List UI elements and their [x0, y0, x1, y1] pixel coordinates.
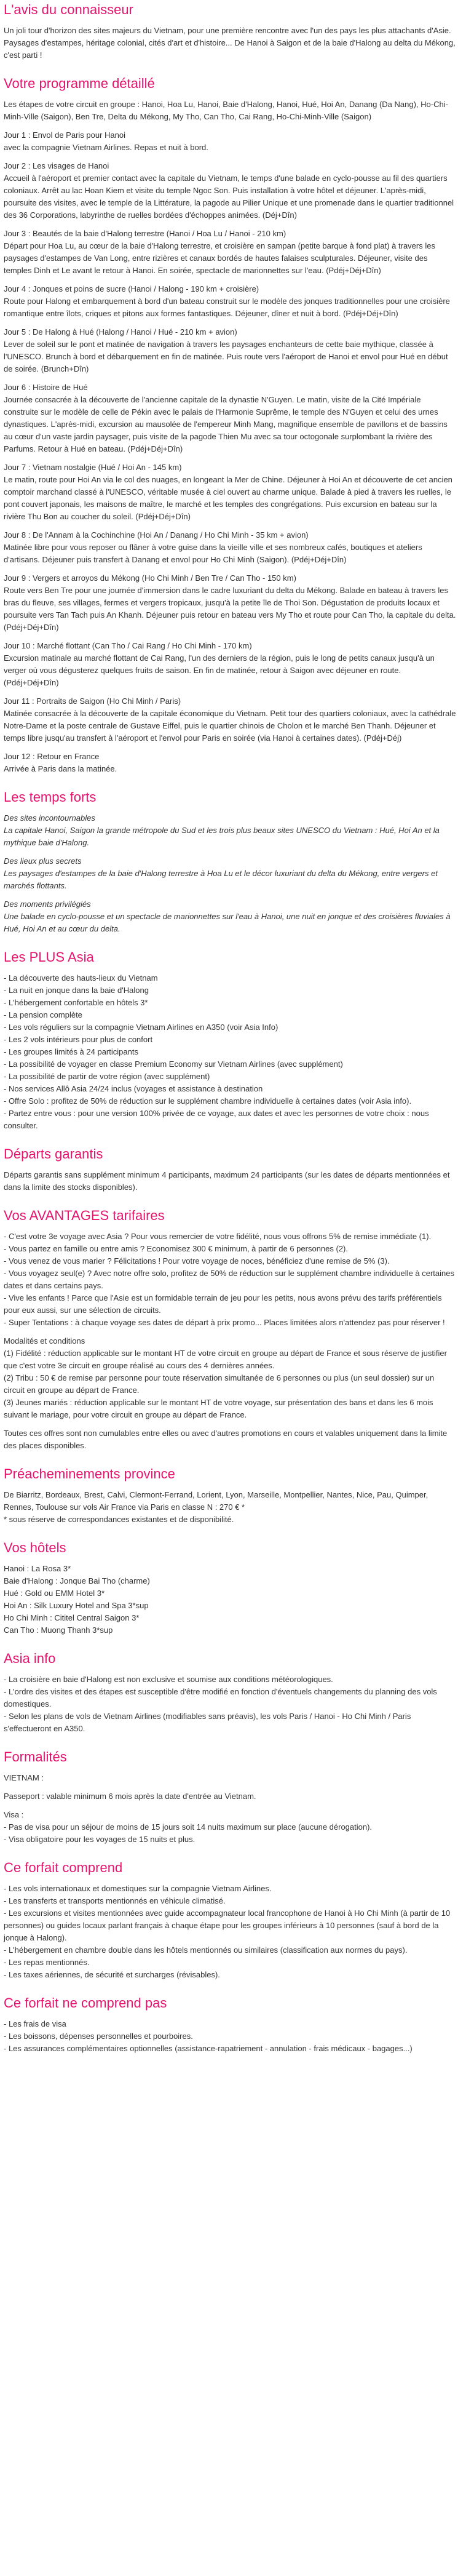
text-block — [4, 972, 456, 1132]
text-block — [4, 283, 456, 320]
text-line: - Les taxes aériennes, de sécurité et surcharges (révisables). — [4, 1970, 220, 1979]
text-block — [4, 25, 456, 62]
text-line: Jour 10 : Marché flottant (Can Tho / Cai Rang / Ho Chi Minh - 170 km) — [4, 641, 252, 650]
text-line: - Les repas mentionnés. — [4, 1958, 90, 1967]
section-title: Départs garantis — [4, 1146, 103, 1162]
text-line: Une balade en cyclo-pousse et un spectacle de marionnettes sur l'eau à Hanoi, une nuit en jonque et des croisières fluviales à Hué, Hoi An et au cœur du delta. — [4, 912, 451, 933]
text-line: Jour 1 : Envol de Paris pour Hanoi — [4, 130, 125, 140]
text-line: - Les frais de visa — [4, 2019, 66, 2028]
text-block — [4, 2018, 456, 2055]
text-line: Arrivée à Paris dans la matinée. — [4, 764, 117, 773]
section — [4, 949, 456, 1132]
text-line: - La possibilité de voyager en classe Premium Economy sur Vietnam Airlines (avec supplément) — [4, 1059, 343, 1069]
text-line: (3) Jeunes mariés : réduction applicable sur le montant HT de votre voyage, sur présentation des bans et dans les 6 mois suivant le mariage, pour votre circuit en groupe au départ de France. — [4, 1398, 433, 1419]
text-line: Jour 4 : Jonques et poins de sucre (Hanoi / Halong - 190 km + croisière) — [4, 284, 259, 293]
section-title: Vos hôtels — [4, 1540, 66, 1555]
text-line: Passeport : valable minimum 6 mois après la date d'entrée au Vietnam. — [4, 1792, 256, 1801]
text-line: Jour 5 : De Halong à Hué (Halong / Hanoi / Hué - 210 km + avion) — [4, 327, 237, 337]
text-line: Jour 2 : Les visages de Hanoi — [4, 161, 109, 170]
section-title: Vos AVANTAGES tarifaires — [4, 1208, 165, 1223]
text-line: Journée consacrée à la découverte de l'ancienne capitale de la dynastie N'Guyen. Le matin, visite de la Cité Impériale construite sur le modèle de celle de Pékin avec le palais de l'Harmonie Suprême, le temple des N'Guyen et celui des urnes dynastiques. L'après-midi, excursion au mausolée de l'empereur Minh Mang, magnifique ensemble de pavillons et de bassins au cœur d'un vaste jardin paysager, puis visite de la pagode Thien Mu avec sa tour octogonale surplombant la rivière des Parfums. Retour à Hué en bateau. (Pdéj+Déj+Dîn) — [4, 395, 448, 453]
text-line: Jour 3 : Beautés de la baie d'Halong terrestre (Hanoi / Hoa Lu / Hanoi - 210 km) — [4, 229, 286, 238]
section — [4, 1207, 456, 1452]
section-title: L'avis du connaisseur — [4, 2, 133, 17]
text-line: Ho Chi Minh : Cititel Central Saigon 3* — [4, 1613, 140, 1622]
text-block — [4, 326, 456, 375]
text-line: Jour 6 : Histoire de Hué — [4, 383, 88, 392]
text-block — [4, 160, 456, 221]
text-block — [4, 1673, 456, 1735]
section-title: Formalités — [4, 1749, 67, 1765]
text-line: - La découverte des hauts-lieux du Vietnam — [4, 973, 158, 983]
text-line: - L'ordre des visites et des étapes est susceptible d'être modifié en fonction d'éventuels changements du planning des vols domestiques. — [4, 1687, 437, 1709]
text-line: De Biarritz, Bordeaux, Brest, Calvi, Clermont-Ferrand, Lorient, Lyon, Marseille, Montpellier, Nantes, Nice, Pau, Quimper, Rennes, Toulouse sur vols Air France via Paris en classe N : 270 € * — [4, 1490, 428, 1512]
text-line: Jour 12 : Retour en France — [4, 752, 100, 761]
text-line: Route pour Halong et embarquement à bord d'un bateau construit sur le modèle des jonques traditionnelles pour une croisière romantique entre îlots, criques et pitons aux formes fantastiques. Déjeuner, dîner et nuit à bord. (Pdéj+Déj+Dîn) — [4, 297, 450, 318]
section — [4, 1859, 456, 1981]
text-line: avec la compagnie Vietnam Airlines. Repas et nuit à bord. — [4, 143, 208, 152]
text-line: Excursion matinale au marché flottant de Cai Rang, l'un des derniers de la région, puis le long de petits canaux jusqu'à un verger où vous dégusterez quelques fruits de saison. En fin de matinée, retour à Saigon avec déjeuner en route. (Pdéj+Déj+Dîn) — [4, 653, 435, 687]
text-line: - Selon les plans de vols de Vietnam Airlines (modifiables sans préavis), les vols Paris / Hanoi - Ho Chi Minh / Paris s'effectueront en A350. — [4, 1712, 411, 1733]
text-line: - Les boissons, dépenses personnelles et pourboires. — [4, 2032, 193, 2041]
text-block — [4, 640, 456, 689]
text-line: Accueil à l'aéroport et premier contact avec la capitale du Vietnam, le temps d'une balade en cyclo-pousse au fil des quartiers coloniaux. Arrêt au lac Hoan Kiem et visite du temple Ngoc Son. Puis installation à votre hôtel et déjeuner. L'après-midi, poursuite des visites, avec le temple de la Littérature, la pagode au Pilier Unique et une promenade dans le quartier traditionnel des 36 Corporations, labyrinthe de ruelles bordées d'échoppes animées. (Déj+Dîn) — [4, 173, 454, 220]
section-title: Ce forfait comprend — [4, 1860, 123, 1875]
text-line: - Nos services Allô Asia 24/24 inclus (voyages et assistance à destination — [4, 1084, 263, 1093]
text-line: - Les transferts et transports mentionnés en véhicule climatisé. — [4, 1896, 226, 1905]
document-page — [0, 1, 466, 2055]
text-line: Jour 9 : Vergers et arroyos du Mékong (Ho Chi Minh / Ben Tre / Can Tho - 150 km) — [4, 573, 296, 583]
text-line: - Vive les enfants ! Parce que l'Asie est un formidable terrain de jeu pour les petits, nous avons prévu des tarifs préférentiels pour eux aussi, sur une sélection de circuits. — [4, 1293, 442, 1315]
text-line: Visa : — [4, 1810, 24, 1819]
text-line: Baie d'Halong : Jonque Bai Tho (charme) — [4, 1576, 150, 1585]
text-block — [4, 1335, 456, 1421]
text-block — [4, 1489, 456, 1526]
text-line: Lever de soleil sur le pont et matinée de navigation à travers les paysages enchanteurs de cette baie mythique, classée à l'UNESCO. Brunch à bord et débarquement en fin de matinée. Puis route vers l'aéroport de Hanoi et envol pour Hué en début de soirée. (Brunch+Dîn) — [4, 340, 448, 373]
section-title: Les temps forts — [4, 789, 97, 805]
text-line: Modalités et conditions — [4, 1336, 85, 1346]
text-block — [4, 228, 456, 277]
text-line: Jour 11 : Portraits de Saigon (Ho Chi Minh / Paris) — [4, 696, 181, 706]
section — [4, 1, 456, 62]
text-line: - Offre Solo : profitez de 50% de réduction sur le supplément chambre individuelle à certaines dates (voir Asia info). — [4, 1096, 412, 1106]
text-line: - Vous voyagez seul(e) ? Avec notre offre solo, profitez de 50% de réduction sur le supplément chambre individuelle à certaines dates et dans certains pays. — [4, 1269, 454, 1290]
text-block — [4, 381, 456, 455]
text-line: Hanoi : La Rosa 3* — [4, 1564, 71, 1573]
text-block — [4, 1563, 456, 1637]
text-line: Le matin, route pour Hoi An via le col des nuages, en longeant la Mer de Chine. Déjeuner à Hoi An et découverte de cet ancien comptoir marchand classé à l'UNESCO, véritable musée à ciel ouvert au charme unique. Balade à pied à travers les ruelles, le pont couvert japonais, les maisons de maître, le marché et les temples des congrégations. Puis excursion en bateau sur la rivière Thu Bon au coucher du soleil. (Pdéj+Déj+Dîn) — [4, 475, 452, 521]
text-line: - C'est votre 3e voyage avec Asia ? Pour vous remercier de votre fidélité, nous vous offrons 5% de remise immédiate (1). — [4, 1232, 432, 1241]
text-line: Des lieux plus secrets — [4, 856, 82, 866]
text-line: - Pas de visa pour un séjour de moins de 15 jours soit 14 nuits maximum sur place (aucune dérogation). — [4, 1822, 373, 1832]
text-block — [4, 751, 456, 775]
text-line: - Les 2 vols intérieurs pour plus de confort — [4, 1035, 153, 1044]
text-line: - Vous venez de vous marier ? Félicitations ! Pour votre voyage de noces, bénéficiez d'une remise de 5% (3). — [4, 1256, 390, 1266]
text-line: Hué : Gold ou EMM Hotel 3* — [4, 1589, 105, 1598]
text-line: Jour 7 : Vietnam nostalgie (Hué / Hoi An - 145 km) — [4, 463, 182, 472]
text-block — [4, 695, 456, 744]
text-line: Des moments privilégiés — [4, 899, 91, 909]
text-line: Des sites incontournables — [4, 813, 95, 823]
section-title: Votre programme détaillé — [4, 76, 155, 91]
text-line: (1) Fidélité : réduction applicable sur le montant HT de votre circuit en groupe au départ de France et sous réserve de justifier que c'est votre 3e circuit en groupe réalisé au cours des 4 dernières années. — [4, 1349, 447, 1370]
section — [4, 75, 456, 775]
text-line: - La pension complète — [4, 1010, 82, 1019]
text-line: - Les groupes limités à 24 participants — [4, 1047, 138, 1056]
text-line: - Super Tentations : à chaque voyage ses dates de départ à prix promo... Places limitées alors n'attendez pas pour réserver ! — [4, 1318, 445, 1327]
text-line: VIETNAM : — [4, 1773, 44, 1782]
section — [4, 1146, 456, 1194]
text-line: Toutes ces offres sont non cumulables entre elles ou avec d'autres promotions en cours et valables uniquement dans la limite des places disponibles. — [4, 1429, 448, 1450]
text-line: Matinée consacrée à la découverte de la capitale économique du Vietnam. Petit tour des quartiers coloniaux, avec la cathédrale Notre-Dame et la poste centrale de Gustave Eiffel, puis le quartier chinois de Cholon et le marché Ben Thanh. Déjeuner et temps libre jusqu'au transfert à l'aéroport et l'envol pour Paris en soirée (via Hanoi à certaines dates). (Pdéj+Déj) — [4, 709, 456, 743]
text-block — [4, 1790, 456, 1803]
text-line: - Les vols internationaux et domestiques sur la compagnie Vietnam Airlines. — [4, 1884, 272, 1893]
text-line: * sous réserve de correspondances existantes et de disponibilité. — [4, 1515, 234, 1524]
text-block — [4, 98, 456, 123]
text-line: - Les excursions et visites mentionnées avec guide accompagnateur local francophone de Hanoi à Ho Chi Minh (à partir de 10 personnes) ou guides locaux parlant français à chaque étape pour les groupes inférieurs à 10 personnes (sauf à bord de la jonque à Halong). — [4, 1908, 451, 1942]
section — [4, 1749, 456, 1846]
text-line: - L'hébergement en chambre double dans les hôtels mentionnés ou similaires (classification aux normes du pays). — [4, 1945, 408, 1955]
section-title: Les PLUS Asia — [4, 949, 94, 965]
text-line: Départ pour Hoa Lu, au cœur de la baie d'Halong terrestre, et croisière en sampan (petite barque à fond plat) à travers les paysages d'estampes de Van Long, entre rizières et canaux bordés de hautes falaises sculpturales. Déjeuner, visite des temples Dinh et Le avant le retour à Hanoi. En soirée, spectacle de marionnettes sur l'eau. (Pdéj+Déj+Dîn) — [4, 241, 435, 275]
section — [4, 1539, 456, 1637]
section — [4, 1465, 456, 1526]
text-line: Route vers Ben Tre pour une journée d'immersion dans le cadre luxuriant du delta du Mékong. Balade en bateau à travers les bras du fleuve, ses villages, fermes et vergers tropicaux, jusqu'à la petite île de Thoi Son. Dégustation de produits locaux et poursuite vers Tan Tach puis An Khanh. Déjeuner puis retour en bateau vers My Tho et route pour Can Tho, la capitale du delta. (Pdéj+Déj+Dîn) — [4, 586, 456, 632]
text-block — [4, 1230, 456, 1329]
text-line: Hoi An : Silk Luxury Hotel and Spa 3*sup — [4, 1601, 149, 1610]
text-line: - Les assurances complémentaires optionnelles (assistance-rapatriement - annulation - frais médicaux - bagages...) — [4, 2044, 413, 2053]
section-title: Ce forfait ne comprend pas — [4, 1995, 167, 2011]
text-block — [4, 812, 456, 849]
text-block — [4, 898, 456, 935]
text-line: Les étapes de votre circuit en groupe : Hanoi, Hoa Lu, Hanoi, Baie d'Halong, Hanoi, Hué, Hoi An, Danang (Da Nang), Ho-Chi-Minh-Ville (Saigon), Ben Tre, Delta du Mékong, My Tho, Can Tho, Cai Rang, Ho-Chi-Minh-Ville (Saigon) — [4, 100, 448, 121]
text-line: La capitale Hanoi, Saigon la grande métropole du Sud et les trois plus beaux sites UNESCO du Vietnam : Hué, Hoi An et la mythique baie d'Halong. — [4, 826, 440, 847]
section-title: Préacheminements province — [4, 1466, 175, 1481]
section-title: Asia info — [4, 1651, 56, 1666]
text-line: - Vous partez en famille ou entre amis ? Economisez 300 € minimum, à partir de 6 personnes (2). — [4, 1244, 348, 1253]
text-line: - L'hébergement confortable en hôtels 3* — [4, 998, 148, 1007]
text-line: Matinée libre pour vous reposer ou flâner à votre guise dans la vieille ville et ses nombreux cafés, boutiques et ateliers d'artisans. Déjeuner puis transfert à Danang et envol pour Ho Chi Minh (Saigon). (Pdéj+Déj+Dîn) — [4, 543, 422, 564]
text-block — [4, 1809, 456, 1846]
text-line: - La possibilité de partir de votre région (avec supplément) — [4, 1072, 210, 1081]
text-line: Can Tho : Muong Thanh 3*sup — [4, 1625, 113, 1635]
text-block — [4, 1169, 456, 1194]
section — [4, 1995, 456, 2055]
text-line: Les paysages d'estampes de la baie d'Halong terrestre à Hoa Lu et le décor luxuriant du delta du Mékong, entre vergers et marchés flottants. — [4, 869, 438, 890]
section — [4, 1650, 456, 1735]
text-block — [4, 1772, 456, 1784]
text-line: Un joli tour d'horizon des sites majeurs du Vietnam, pour une première rencontre avec l'un des pays les plus attachants d'Asie. Paysages d'estampes, héritage colonial, cités d'art et d'histoire... De Hanoi à Saigon et de la baie d'Halong au delta du Mékong, c'est parti ! — [4, 26, 456, 60]
section — [4, 789, 456, 935]
text-line: Départs garantis sans supplément minimum 4 participants, maximum 24 participants (sur les dates de départs mentionnées et dans la limite des stocks disponibles). — [4, 1170, 450, 1192]
text-block — [4, 1883, 456, 1981]
text-block — [4, 855, 456, 892]
text-block — [4, 461, 456, 523]
text-line: Jour 8 : De l'Annam à la Cochinchine (Hoi An / Danang / Ho Chi Minh - 35 km + avion) — [4, 530, 309, 540]
text-line: - La croisière en baie d'Halong est non exclusive et soumise aux conditions météorologiques. — [4, 1675, 333, 1684]
text-line: - Partez entre vous : pour une version 100% privée de ce voyage, aux dates et avec les personnes de votre choix : nous consulter. — [4, 1109, 429, 1130]
text-line: - Les vols réguliers sur la compagnie Vietnam Airlines en A350 (voir Asia Info) — [4, 1023, 278, 1032]
text-block — [4, 1427, 456, 1452]
text-block — [4, 129, 456, 154]
text-line: - La nuit en jonque dans la baie d'Halong — [4, 986, 149, 995]
text-line: - Visa obligatoire pour les voyages de 15 nuits et plus. — [4, 1835, 195, 1844]
text-block — [4, 529, 456, 566]
text-line: (2) Tribu : 50 € de remise par personne pour toute réservation simultanée de 6 personnes ou plus (un seul dossier) sur un circuit en groupe au départ de France. — [4, 1373, 435, 1395]
text-block — [4, 572, 456, 634]
